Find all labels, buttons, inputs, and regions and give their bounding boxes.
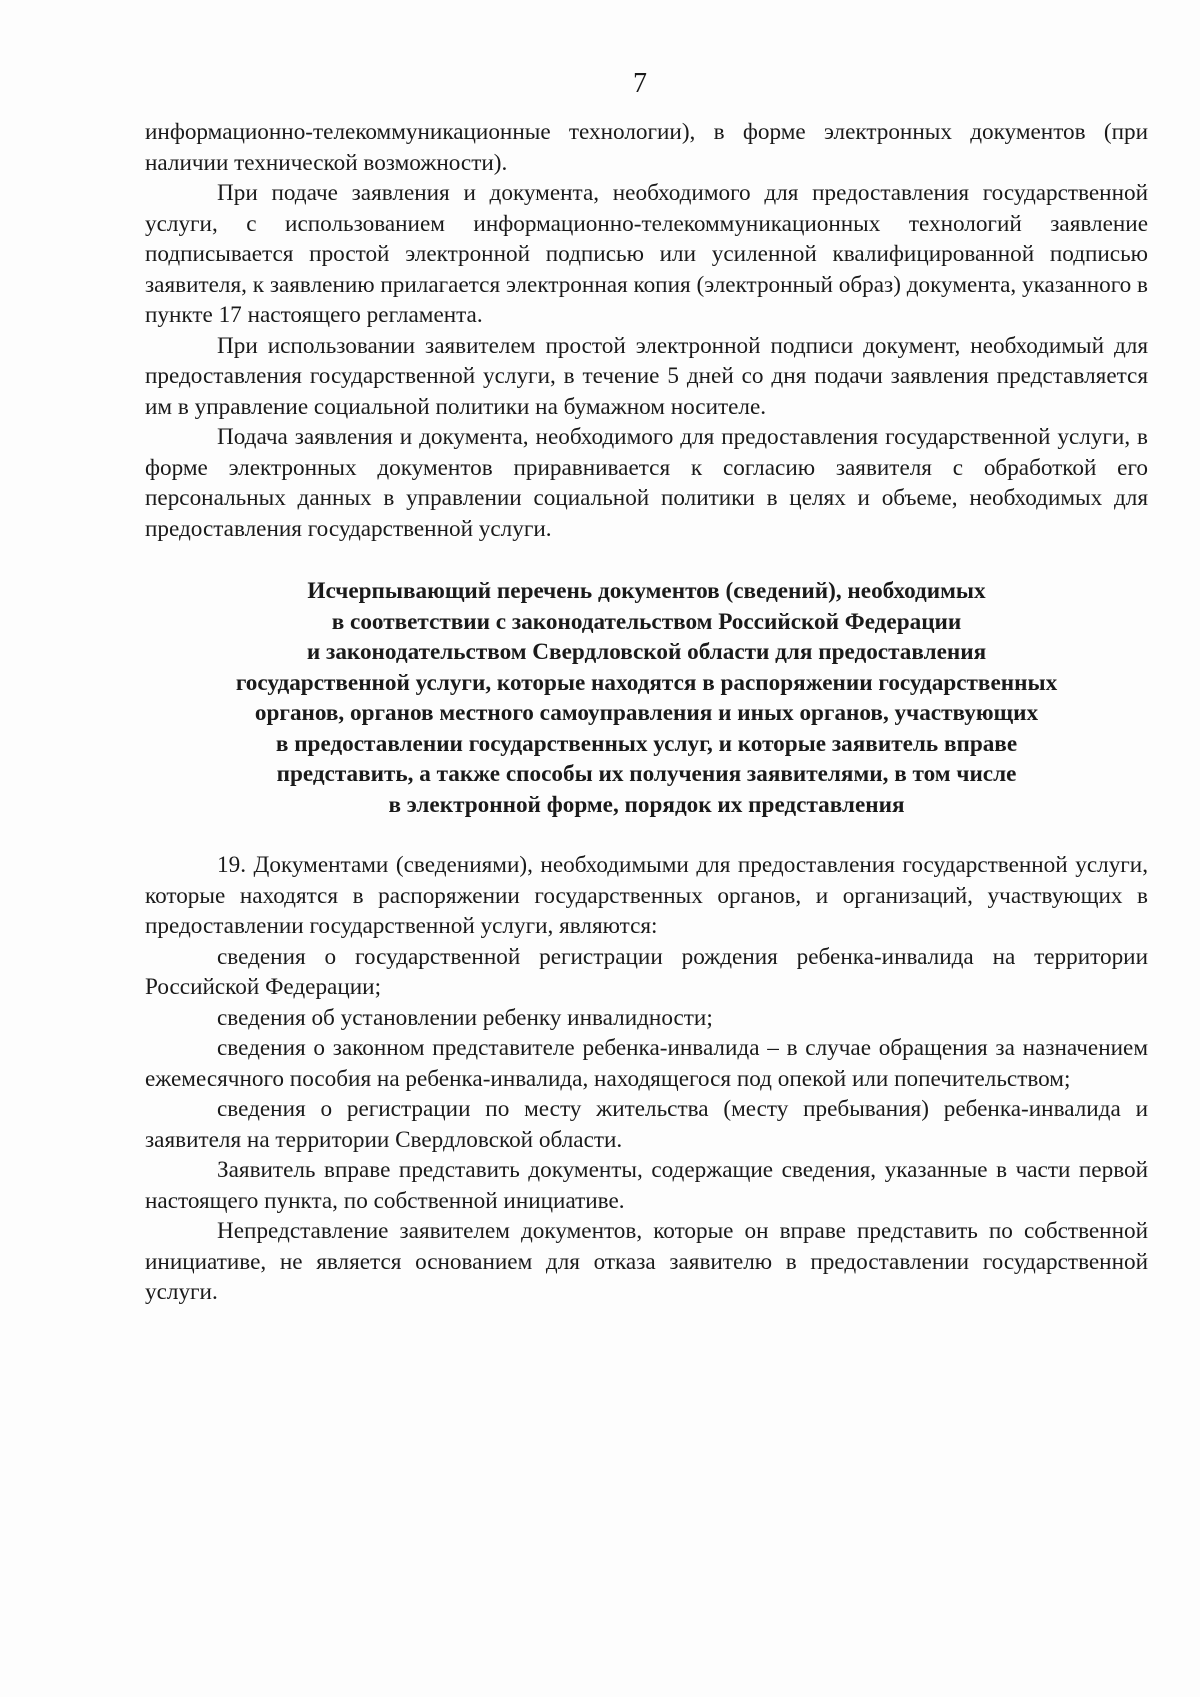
- section-heading-line: в предоставлении государственных услуг, и которые заявитель вправе: [275, 730, 1018, 757]
- section-heading-line: в соответствии с законодательством Российской Федерации: [331, 608, 962, 635]
- section-heading-line: и законодательством Свердловской области для предоставления: [306, 639, 987, 665]
- section-heading-line: в электронной форме, порядок их представления: [388, 791, 905, 818]
- paragraph-item-19: 19. Документами (сведениями), необходимыми для предоставления государственной услуги, которые находятся в распоряжении государственных органов, и организаций, участвующих в предоставлении государственной услуги, являются:: [145, 852, 1148, 939]
- paragraph: сведения о регистрации по месту жительства (месту пребывания) ребенка-инвалида и заявителя на территории Свердловской области.: [145, 1096, 1148, 1153]
- section-heading-line: представить, а также способы их получения заявителями, в том числе: [276, 761, 1017, 787]
- paragraph: При использовании заявителем простой электронной подписи документ, необходимый для предоставления государственной услуги, в течение 5 дней со дня подачи заявления представляется им в управление социальной политики на бумажном носителе.: [145, 332, 1148, 420]
- page-number: 7: [633, 68, 647, 99]
- paragraph: сведения об установлении ребенку инвалидности;: [217, 1004, 713, 1031]
- section-heading-line: государственной услуги, которые находятся в распоряжении государственных: [235, 669, 1058, 696]
- section-heading: [145, 576, 1148, 820]
- paragraph: Заявитель вправе представить документы, содержащие сведения, указанные в части первой настоящего пункта, по собственной инициативе.: [145, 1157, 1148, 1214]
- section-heading-line: Исчерпывающий перечень документов (сведений), необходимых: [307, 578, 986, 604]
- paragraph: сведения о законном представителе ребенка-инвалида – в случае обращения за назначением ежемесячного пособия на ребенка-инвалида, находящегося под опекой или попечительством;: [145, 1035, 1148, 1092]
- paragraph: Подача заявления и документа, необходимого для предоставления государственной услуги, в форме электронных документов приравнивается к согласию заявителя с обработкой его персональных данных в управлении социальной политики в целях и объеме, необходимых для предоставления государственной услуги.: [145, 424, 1148, 542]
- paragraph-continuation: информационно-телекоммуникационные технологии), в форме электронных документов (при наличии технической возможности).: [145, 119, 1148, 176]
- section-heading-line: органов, органов местного самоуправления и иных органов, участвующих: [254, 700, 1039, 726]
- paragraph: Непредставление заявителем документов, которые он вправе представить по собственной инициативе, не является основанием для отказа заявителю в предоставлении государственной услуги.: [145, 1218, 1148, 1305]
- paragraph: При подаче заявления и документа, необходимого для предоставления государственной услуги, с использованием информационно-телекоммуникационных технологий заявление подписывается простой электронной подписью или усиленной квалифицированной подписью заявителя, к заявлению прилагается электронная копия (электронный образ) документа, указанного в пункте 17 настоящего регламента.: [145, 180, 1148, 328]
- paragraph: сведения о государственной регистрации рождения ребенка-инвалида на территории Российской Федерации;: [145, 943, 1148, 1000]
- document-body: [145, 117, 1148, 1308]
